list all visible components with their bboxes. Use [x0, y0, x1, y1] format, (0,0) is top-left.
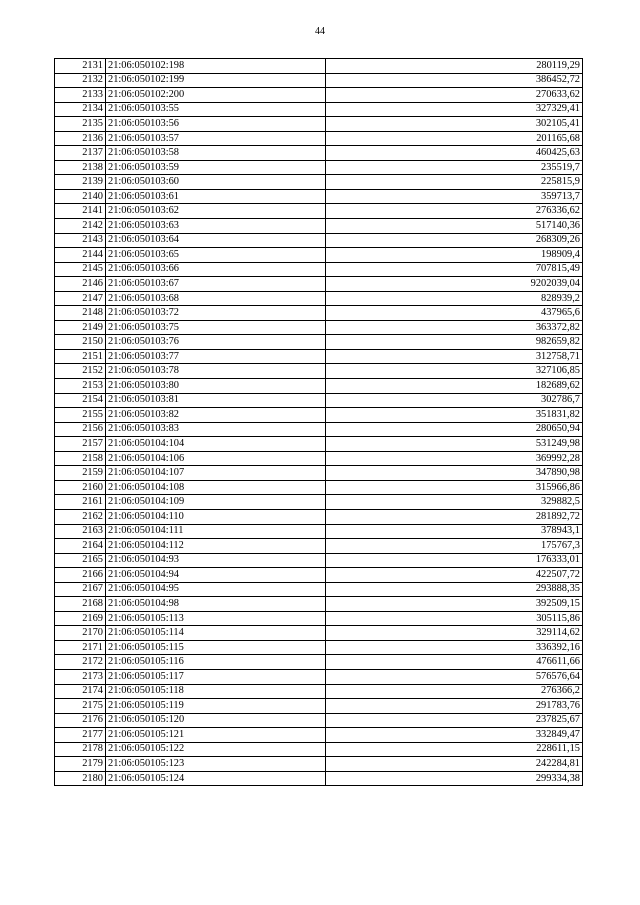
cadastral-number-cell: 21:06:050104:95: [106, 582, 326, 597]
row-number-cell: 2136: [55, 131, 106, 146]
table-row: [55, 393, 583, 408]
cadastral-number-cell: 21:06:050104:111: [106, 524, 326, 539]
cadastral-value-cell: 312758,71: [326, 349, 583, 364]
cadastral-number-cell: 21:06:050104:104: [106, 437, 326, 452]
row-number-cell: 2164: [55, 539, 106, 554]
cadastral-number-cell: 21:06:050102:199: [106, 73, 326, 88]
table-row: [55, 684, 583, 699]
cadastral-value-cell: 315966,86: [326, 480, 583, 495]
cadastral-value-cell: 302105,41: [326, 117, 583, 132]
cadastral-number-cell: 21:06:050105:119: [106, 699, 326, 714]
table-row: [55, 655, 583, 670]
table-row: [55, 204, 583, 219]
cadastral-number-cell: 21:06:050104:106: [106, 451, 326, 466]
table-row: [55, 277, 583, 292]
cadastral-value-cell: 332849,47: [326, 728, 583, 743]
cadastral-value-cell: 270633,62: [326, 88, 583, 103]
cadastral-value-cell: 302786,7: [326, 393, 583, 408]
cadastral-number-cell: 21:06:050103:82: [106, 408, 326, 423]
cadastral-number-cell: 21:06:050103:72: [106, 306, 326, 321]
table-body: [55, 59, 583, 786]
table-row: [55, 291, 583, 306]
cadastral-number-cell: 21:06:050104:112: [106, 539, 326, 554]
cadastral-number-cell: 21:06:050104:109: [106, 495, 326, 510]
cadastral-number-cell: 21:06:050103:59: [106, 160, 326, 175]
cadastral-number-cell: 21:06:050103:78: [106, 364, 326, 379]
cadastral-value-cell: 182689,62: [326, 379, 583, 394]
cadastral-value-cell: 476611,66: [326, 655, 583, 670]
cadastral-number-cell: 21:06:050103:81: [106, 393, 326, 408]
row-number-cell: 2152: [55, 364, 106, 379]
row-number-cell: 2161: [55, 495, 106, 510]
cadastral-value-cell: 329114,62: [326, 626, 583, 641]
cadastral-number-cell: 21:06:050105:123: [106, 757, 326, 772]
cadastral-number-cell: 21:06:050104:108: [106, 480, 326, 495]
table-row: [55, 509, 583, 524]
cadastral-number-cell: 21:06:050105:122: [106, 742, 326, 757]
cadastral-number-cell: 21:06:050103:57: [106, 131, 326, 146]
cadastral-number-cell: 21:06:050105:114: [106, 626, 326, 641]
cadastral-value-cell: 305115,86: [326, 611, 583, 626]
row-number-cell: 2167: [55, 582, 106, 597]
cadastral-number-cell: 21:06:050103:75: [106, 320, 326, 335]
cadastral-number-cell: 21:06:050103:55: [106, 102, 326, 117]
cadastral-value-cell: 359713,7: [326, 189, 583, 204]
table-row: [55, 189, 583, 204]
table-row: [55, 713, 583, 728]
table-row: [55, 582, 583, 597]
row-number-cell: 2179: [55, 757, 106, 772]
cadastral-number-cell: 21:06:050103:56: [106, 117, 326, 132]
table-row: [55, 364, 583, 379]
row-number-cell: 2158: [55, 451, 106, 466]
row-number-cell: 2162: [55, 509, 106, 524]
cadastral-value-cell: 235519,7: [326, 160, 583, 175]
table-row: [55, 640, 583, 655]
table-row: [55, 597, 583, 612]
table-row: [55, 160, 583, 175]
row-number-cell: 2175: [55, 699, 106, 714]
table-row: [55, 408, 583, 423]
row-number-cell: 2180: [55, 771, 106, 786]
cadastral-number-cell: 21:06:050105:115: [106, 640, 326, 655]
cadastral-number-cell: 21:06:050103:63: [106, 219, 326, 234]
row-number-cell: 2135: [55, 117, 106, 132]
cadastral-number-cell: 21:06:050104:93: [106, 553, 326, 568]
row-number-cell: 2177: [55, 728, 106, 743]
cadastral-value-cell: 378943,1: [326, 524, 583, 539]
table-row: [55, 219, 583, 234]
table-row: [55, 757, 583, 772]
cadastral-value-cell: 460425,63: [326, 146, 583, 161]
cadastral-value-cell: 327106,85: [326, 364, 583, 379]
cadastral-number-cell: 21:06:050104:110: [106, 509, 326, 524]
row-number-cell: 2139: [55, 175, 106, 190]
row-number-cell: 2156: [55, 422, 106, 437]
cadastral-value-cell: 707815,49: [326, 262, 583, 277]
row-number-cell: 2151: [55, 349, 106, 364]
table-row: [55, 262, 583, 277]
row-number-cell: 2168: [55, 597, 106, 612]
row-number-cell: 2169: [55, 611, 106, 626]
cadastral-value-cell: 225815,9: [326, 175, 583, 190]
cadastral-value-cell: 386452,72: [326, 73, 583, 88]
cadastral-value-cell: 228611,15: [326, 742, 583, 757]
cadastral-value-cell: 329882,5: [326, 495, 583, 510]
table-row: [55, 175, 583, 190]
table-row: [55, 379, 583, 394]
table-row: [55, 306, 583, 321]
table-row: [55, 73, 583, 88]
cadastral-value-cell: 276336,62: [326, 204, 583, 219]
table-row: [55, 437, 583, 452]
cadastral-value-table: [54, 58, 583, 786]
table-row: [55, 495, 583, 510]
cadastral-value-cell: 828939,2: [326, 291, 583, 306]
cadastral-number-cell: 21:06:050103:65: [106, 248, 326, 263]
cadastral-value-cell: 276366,2: [326, 684, 583, 699]
row-number-cell: 2141: [55, 204, 106, 219]
cadastral-value-cell: 198909,4: [326, 248, 583, 263]
cadastral-number-cell: 21:06:050105:121: [106, 728, 326, 743]
row-number-cell: 2137: [55, 146, 106, 161]
cadastral-value-cell: 351831,82: [326, 408, 583, 423]
row-number-cell: 2145: [55, 262, 106, 277]
cadastral-value-cell: 437965,6: [326, 306, 583, 321]
row-number-cell: 2132: [55, 73, 106, 88]
table-row: [55, 117, 583, 132]
cadastral-number-cell: 21:06:050104:107: [106, 466, 326, 481]
row-number-cell: 2148: [55, 306, 106, 321]
cadastral-value-cell: 327329,41: [326, 102, 583, 117]
row-number-cell: 2157: [55, 437, 106, 452]
cadastral-number-cell: 21:06:050105:118: [106, 684, 326, 699]
cadastral-number-cell: 21:06:050103:60: [106, 175, 326, 190]
cadastral-value-cell: 293888,35: [326, 582, 583, 597]
row-number-cell: 2131: [55, 59, 106, 74]
table-row: [55, 146, 583, 161]
cadastral-number-cell: 21:06:050105:124: [106, 771, 326, 786]
table-row: [55, 131, 583, 146]
row-number-cell: 2155: [55, 408, 106, 423]
row-number-cell: 2160: [55, 480, 106, 495]
table-row: [55, 699, 583, 714]
row-number-cell: 2146: [55, 277, 106, 292]
cadastral-value-cell: 201165,68: [326, 131, 583, 146]
cadastral-value-cell: 363372,82: [326, 320, 583, 335]
cadastral-value-cell: 392509,15: [326, 597, 583, 612]
table-row: [55, 466, 583, 481]
row-number-cell: 2154: [55, 393, 106, 408]
cadastral-value-cell: 280650,94: [326, 422, 583, 437]
table-row: [55, 611, 583, 626]
cadastral-number-cell: 21:06:050103:67: [106, 277, 326, 292]
row-number-cell: 2174: [55, 684, 106, 699]
row-number-cell: 2150: [55, 335, 106, 350]
cadastral-number-cell: 21:06:050103:76: [106, 335, 326, 350]
cadastral-number-cell: 21:06:050105:113: [106, 611, 326, 626]
row-number-cell: 2133: [55, 88, 106, 103]
row-number-cell: 2166: [55, 568, 106, 583]
cadastral-value-cell: 237825,67: [326, 713, 583, 728]
row-number-cell: 2163: [55, 524, 106, 539]
table-row: [55, 480, 583, 495]
table-row: [55, 248, 583, 263]
cadastral-value-cell: 280119,29: [326, 59, 583, 74]
cadastral-value-cell: 347890,98: [326, 466, 583, 481]
cadastral-value-cell: 531249,98: [326, 437, 583, 452]
table-row: [55, 88, 583, 103]
cadastral-value-cell: 291783,76: [326, 699, 583, 714]
cadastral-number-cell: 21:06:050103:58: [106, 146, 326, 161]
cadastral-value-cell: 268309,26: [326, 233, 583, 248]
row-number-cell: 2134: [55, 102, 106, 117]
table-row: [55, 553, 583, 568]
cadastral-number-cell: 21:06:050104:98: [106, 597, 326, 612]
cadastral-number-cell: 21:06:050105:116: [106, 655, 326, 670]
cadastral-value-cell: 176333,01: [326, 553, 583, 568]
row-number-cell: 2171: [55, 640, 106, 655]
cadastral-number-cell: 21:06:050102:198: [106, 59, 326, 74]
row-number-cell: 2170: [55, 626, 106, 641]
row-number-cell: 2178: [55, 742, 106, 757]
cadastral-value-cell: 517140,36: [326, 219, 583, 234]
cadastral-number-cell: 21:06:050103:66: [106, 262, 326, 277]
cadastral-value-cell: 336392,16: [326, 640, 583, 655]
row-number-cell: 2138: [55, 160, 106, 175]
table-row: [55, 335, 583, 350]
cadastral-number-cell: 21:06:050103:68: [106, 291, 326, 306]
cadastral-value-cell: 175767,3: [326, 539, 583, 554]
row-number-cell: 2147: [55, 291, 106, 306]
cadastral-number-cell: 21:06:050103:62: [106, 204, 326, 219]
table-row: [55, 568, 583, 583]
page-number: 44: [315, 26, 325, 37]
row-number-cell: 2140: [55, 189, 106, 204]
cadastral-number-cell: 21:06:050104:94: [106, 568, 326, 583]
cadastral-value-cell: 9202039,04: [326, 277, 583, 292]
table-row: [55, 102, 583, 117]
cadastral-number-cell: 21:06:050102:200: [106, 88, 326, 103]
row-number-cell: 2143: [55, 233, 106, 248]
table-row: [55, 669, 583, 684]
cadastral-value-cell: 576576,64: [326, 669, 583, 684]
row-number-cell: 2176: [55, 713, 106, 728]
cadastral-number-cell: 21:06:050103:61: [106, 189, 326, 204]
cadastral-value-cell: 281892,72: [326, 509, 583, 524]
row-number-cell: 2142: [55, 219, 106, 234]
cadastral-number-cell: 21:06:050103:64: [106, 233, 326, 248]
cadastral-number-cell: 21:06:050103:77: [106, 349, 326, 364]
cadastral-value-cell: 982659,82: [326, 335, 583, 350]
table-row: [55, 728, 583, 743]
cadastral-value-cell: 299334,38: [326, 771, 583, 786]
table-row: [55, 771, 583, 786]
row-number-cell: 2159: [55, 466, 106, 481]
table-row: [55, 539, 583, 554]
table-row: [55, 742, 583, 757]
row-number-cell: 2173: [55, 669, 106, 684]
cadastral-number-cell: 21:06:050105:117: [106, 669, 326, 684]
cadastral-value-cell: 242284,81: [326, 757, 583, 772]
table-row: [55, 451, 583, 466]
row-number-cell: 2165: [55, 553, 106, 568]
table-row: [55, 349, 583, 364]
row-number-cell: 2172: [55, 655, 106, 670]
row-number-cell: 2149: [55, 320, 106, 335]
cadastral-value-cell: 369992,28: [326, 451, 583, 466]
table-row: [55, 320, 583, 335]
row-number-cell: 2153: [55, 379, 106, 394]
row-number-cell: 2144: [55, 248, 106, 263]
table-row: [55, 59, 583, 74]
table-row: [55, 626, 583, 641]
table-row: [55, 422, 583, 437]
table-row: [55, 233, 583, 248]
table-row: [55, 524, 583, 539]
cadastral-number-cell: 21:06:050103:83: [106, 422, 326, 437]
cadastral-value-cell: 422507,72: [326, 568, 583, 583]
cadastral-number-cell: 21:06:050105:120: [106, 713, 326, 728]
cadastral-number-cell: 21:06:050103:80: [106, 379, 326, 394]
